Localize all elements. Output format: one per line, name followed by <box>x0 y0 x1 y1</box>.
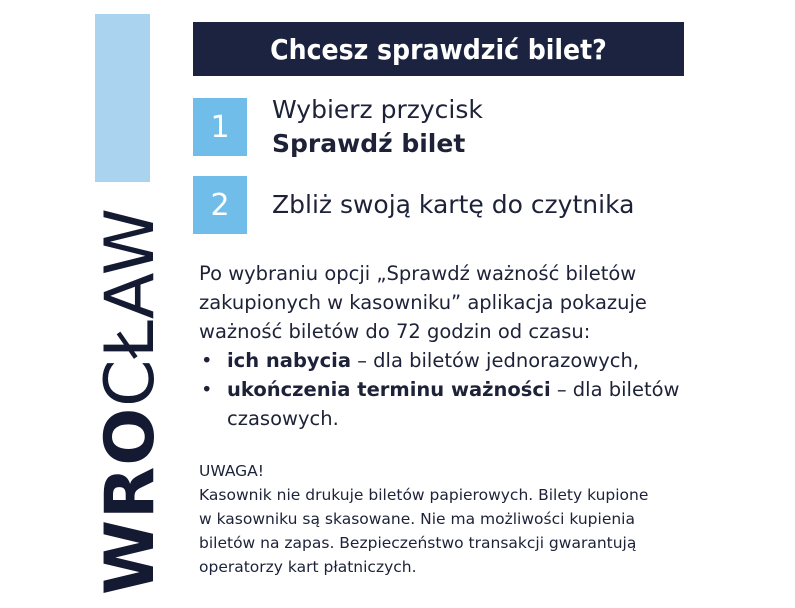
bullet-dot-icon: • <box>201 349 213 372</box>
bullet-1-rest: – dla biletów jednorazowych, <box>351 349 640 372</box>
warning-line-1: Kasownik nie drukuje biletów papierowych. Bilety kupione <box>199 486 649 504</box>
step-2-text: Zbliż swoją kartę do czytnika <box>272 190 635 219</box>
info-line-1: Po wybraniu opcji „Sprawdź ważność biletów <box>199 262 637 285</box>
step-2-number: 2 <box>193 176 247 234</box>
logo-bold-part: WRO <box>91 406 170 595</box>
warning-line-3: biletów na zapas. Bezpieczeństwo transakcji gwarantują <box>199 534 637 552</box>
step-1-line2: Sprawdź bilet <box>272 129 466 158</box>
info-line-2: zakupionych w kasowniku” aplikacja pokazuje <box>199 291 647 314</box>
side-accent-bar <box>95 14 150 182</box>
warning-title: UWAGA! <box>199 462 264 480</box>
info-line-3: ważność biletów do 72 godzin od czasu: <box>199 320 591 343</box>
list-item <box>199 346 719 375</box>
warning-line-4: operatorzy kart płatniczych. <box>199 558 417 576</box>
warning-body <box>199 483 719 579</box>
bullet-1-bold: ich nabycia <box>227 349 352 372</box>
step-1-line1: Wybierz przycisk <box>272 95 483 124</box>
step-1-number: 1 <box>193 98 247 156</box>
page-title: Chcesz sprawdzić bilet? <box>193 22 684 76</box>
list-item <box>199 375 719 433</box>
warning-line-2: w kasowniku są skasowane. Nie ma możliwości kupienia <box>199 510 635 528</box>
bullet-2-rest: – dla biletów czasowych. <box>227 378 680 430</box>
wroclaw-logo <box>91 207 170 595</box>
info-paragraph <box>199 259 719 346</box>
bullet-dot-icon: • <box>201 378 213 401</box>
bullet-2-bold: ukończenia terminu ważności <box>227 378 551 401</box>
logo-light-part: CŁAW <box>91 207 170 407</box>
info-bullet-list <box>199 346 719 433</box>
step-1-text <box>272 93 483 161</box>
